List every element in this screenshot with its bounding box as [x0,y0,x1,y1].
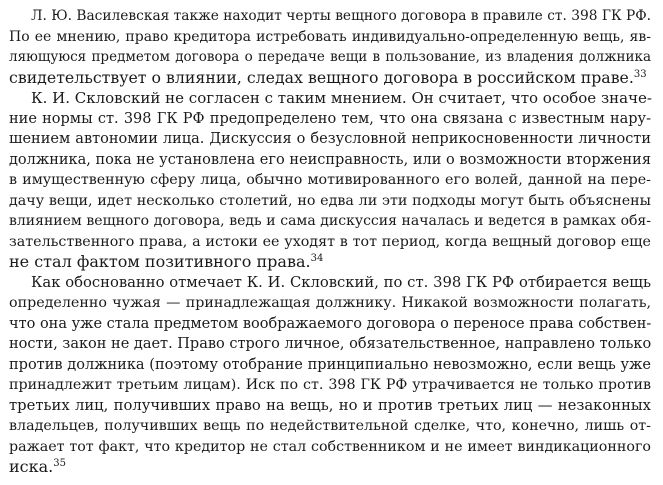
text-line: ляющуюся предметом договора о передаче вещи в пользование, из владения должника [9,49,651,65]
text-line [9,68,651,89]
text-line: против должника (поэтому отобрание принципиально невозможно, если вещь уже [9,356,651,373]
text-line: должника, пока не установлена его неисправность, или о возможности вторжения [9,151,651,168]
footnote-ref[interactable]: 34 [310,253,324,264]
text-line: в имущественную сферу лица, обычно мотивированного его волей, данной на пере- [9,172,651,188]
paragraph-2 [9,88,651,273]
text-line: влиянием вещного договора, ведь и сама дискуссия началась и ведется в рамках обя- [9,213,651,229]
text-line: ражает тот факт, что кредитор не стал собственником и не имеет виндикационного [9,438,651,455]
text-line: ние нормы ст. 398 ГК РФ предопределено тем, что она связана с известным нару- [9,110,651,127]
text-line [9,252,651,273]
text-line: дачу вещи, идет несколько столетий, но едва ли эти подходы могут быть объяснены [9,192,651,209]
footnote-ref[interactable]: 33 [633,68,647,80]
text-line: принадлежит третьим лицам). Иск по ст. 398 ГК РФ утрачивается не только против [9,377,651,393]
text-line: К. И. Скловский не согласен с таким мнением. Он считает, что особое значе- [31,89,652,107]
text-line [9,457,651,478]
text-line: ности, закон не дает. Право строго личное, обязательственное, направлено только [9,336,652,352]
text-line-content: не стал фактом позитивного права. [9,252,311,271]
paragraph-3 [9,273,651,478]
footnote-ref[interactable]: 35 [53,458,66,469]
paragraph-1 [9,6,651,88]
text-line: владельцев, получивших вещь по недействительной сделке, что, конечно, лишь от- [9,418,651,434]
text-line: шением автономии лица. Дискуссия о безусловной неприкосновенности личности [9,131,651,147]
text-line: определенно чужая — принадлежащая должнику. Никакой возможности полагать, [9,295,651,311]
text-line-content: свидетельствует о влиянии, следах вещного договора в российском праве. [9,67,634,87]
text-line: что она уже стала предметом воображаемого договора о переносе права собствен- [9,315,652,332]
text-line: третьих лиц, получивших право на вещь, но и против третьих лиц — незаконных [9,396,651,414]
text-line: зательственного права, а истоки ее уходят в тот период, когда вещный договор еще [9,233,651,250]
text-line: По ее мнению, право кредитора истребовать индивидуально-определенную вещь, яв- [9,28,651,45]
text-line-content: иска. [9,457,54,476]
text-line: Л. Ю. Василевская также находит черты вещного договора в правиле ст. 398 ГК РФ. [31,8,652,24]
text-line: Как обоснованно отмечает К. И. Скловский, по ст. 398 ГК РФ отбирается вещь [31,273,651,291]
